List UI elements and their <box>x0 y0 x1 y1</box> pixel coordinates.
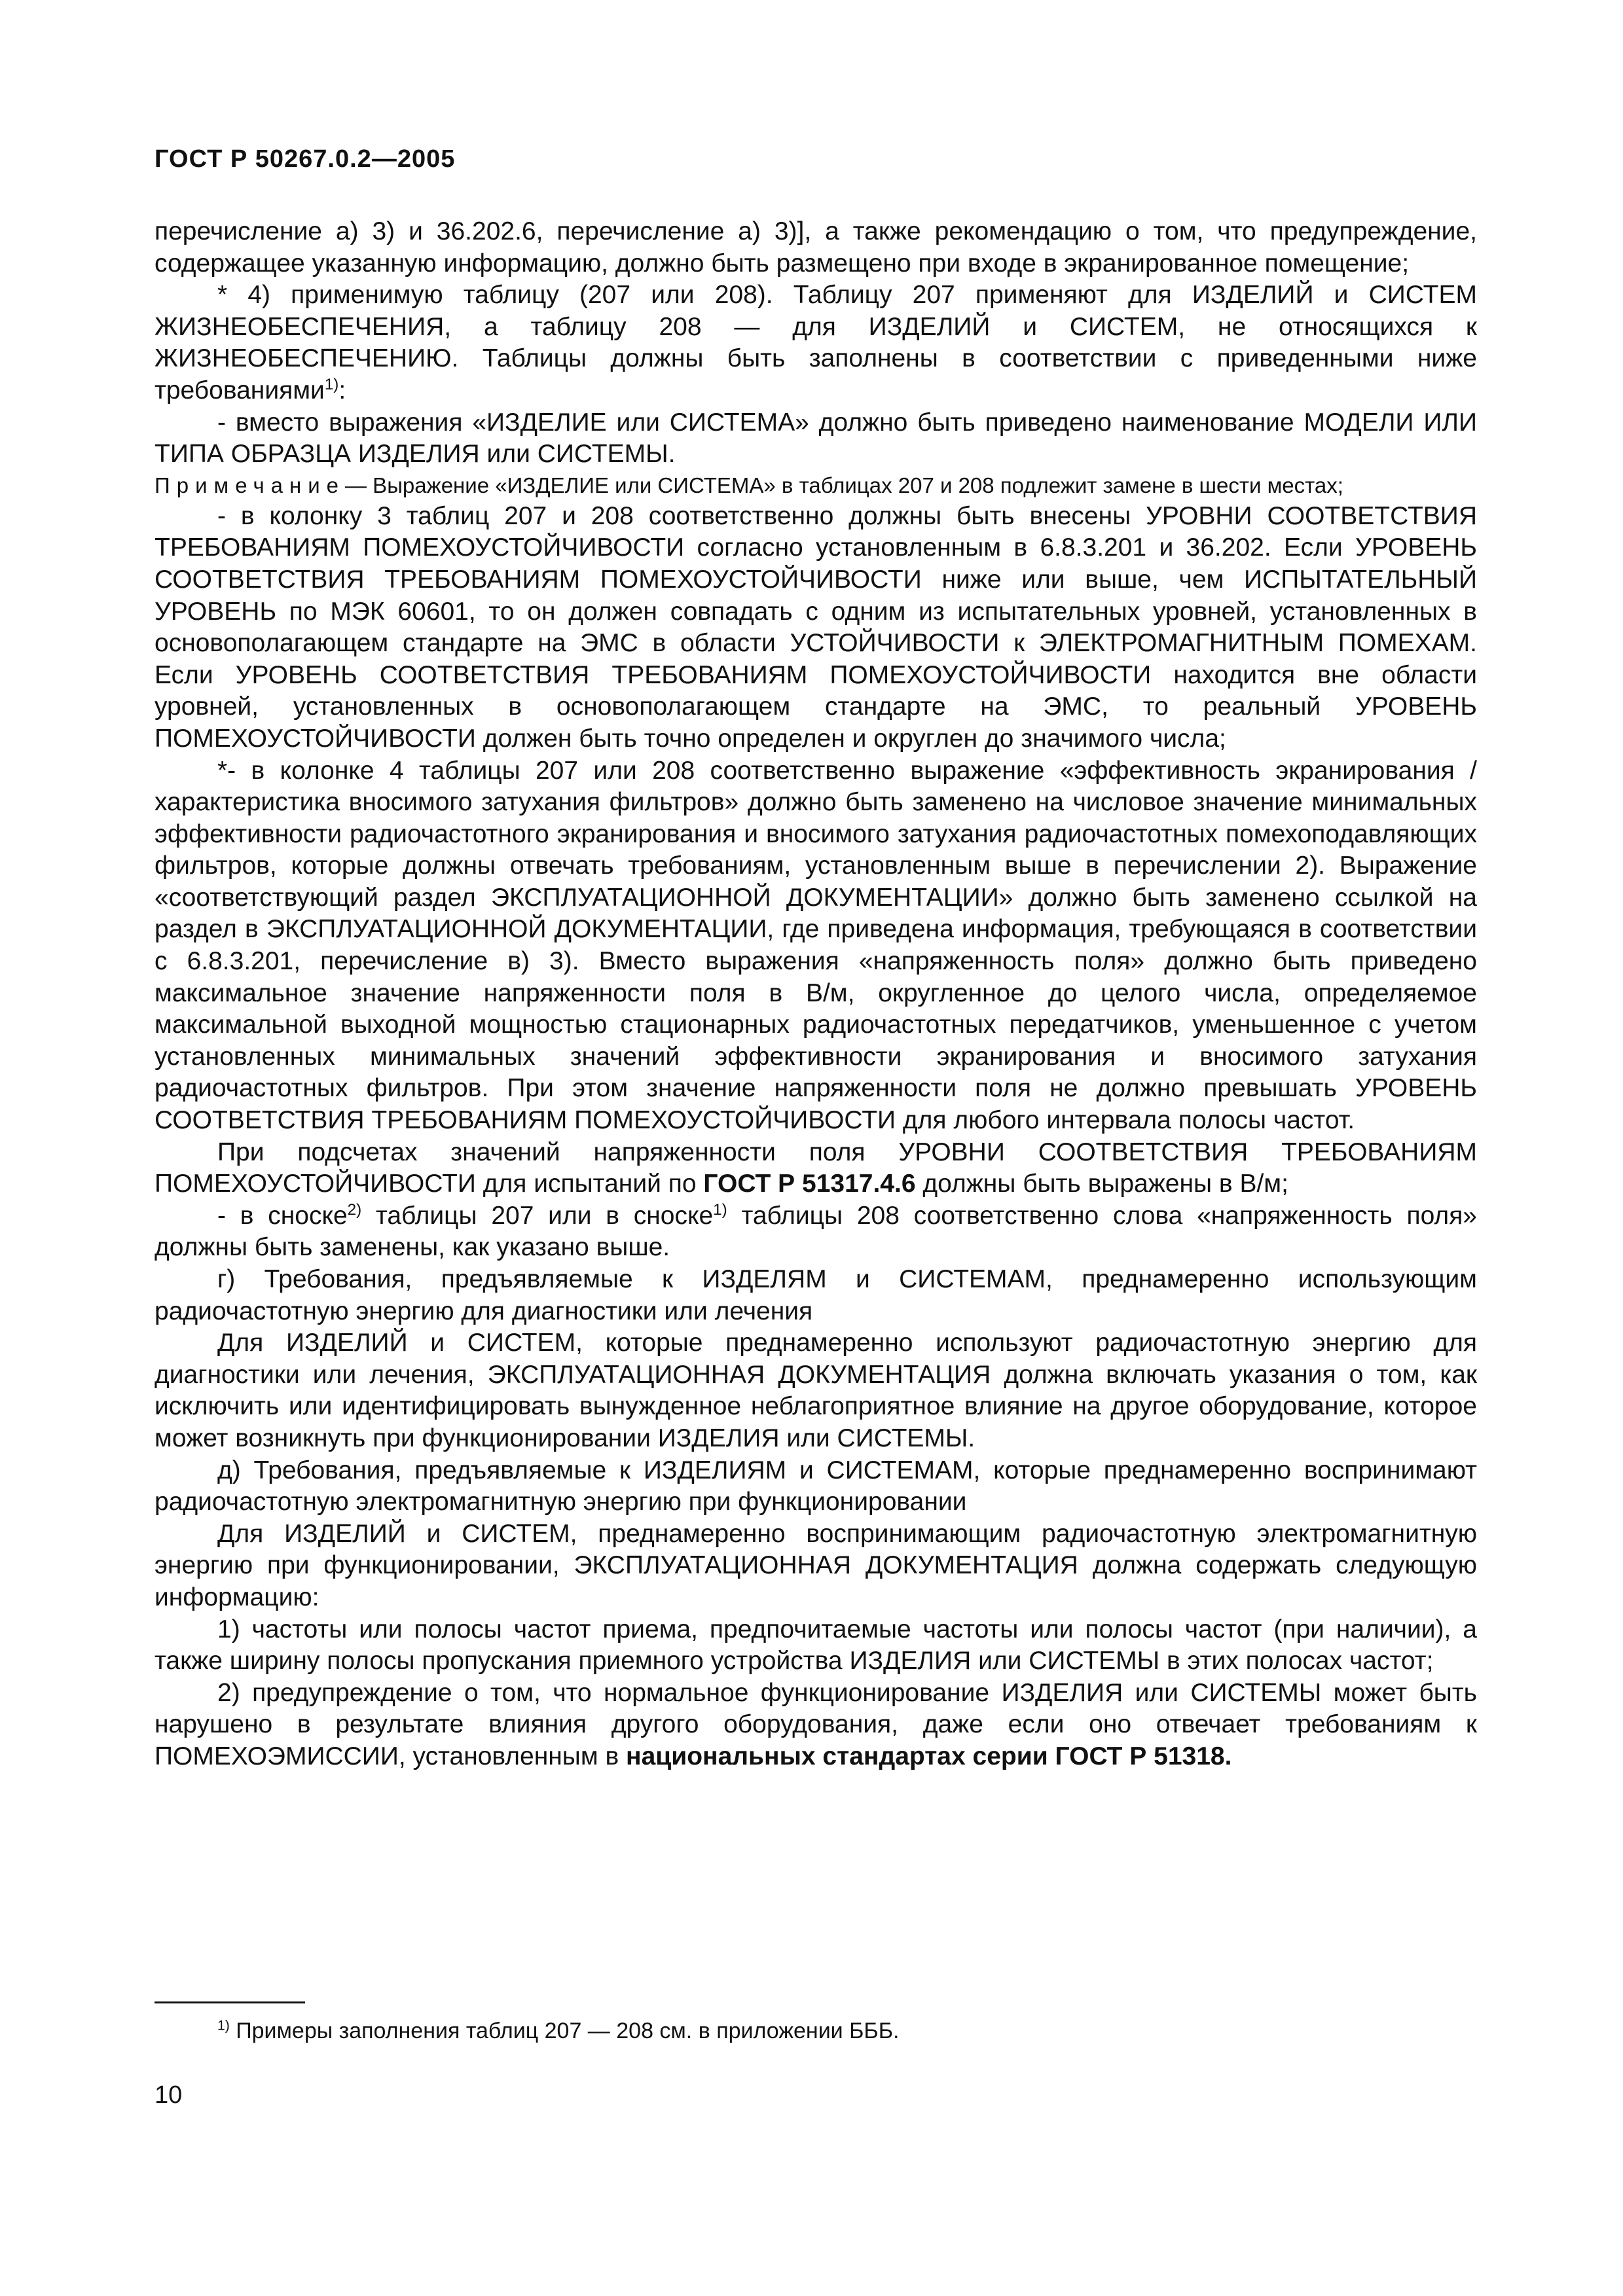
footnote-ref: 1) <box>713 1200 727 1219</box>
paragraph <box>155 1614 1477 1677</box>
paragraph-text: *- в колонке 4 таблицы 207 или 208 соответственно выражение «эффективность экранирования / характеристика вносимого затухания фильтров» должно быть заменено на числовое значение минимальных эффективности радиочастотного экранирования и вносимого затухания радиочастотных помехоподавляющих фильтров, которые должны отвечать требованиям, установленным выше в перечислении 2). Выражение «соответствующий раздел ЭКСПЛУАТАЦИОННОЙ ДОКУМЕНТАЦИИ» должно быть заменено ссылкой на раздел в ЭКСПЛУАТАЦИОННОЙ ДОКУМЕНТАЦИИ, где приведена информация, требующаяся в соответствии с 6.8.3.201, перечисление в) 3). Вместо выражения «напряженность поля» должно быть приведено максимальное значение напряженности поля в В/м, округленное до целого числа, определяемое максимальной выходной мощностью стационарных радиочастотных передатчиков, уменьшенное с учетом установленных минимальных значений эффективности экранирования и вносимого затухания радиочастотных фильтров. При этом значение напряженности поля не должно превышать УРОВЕНЬ СООТВЕТСТВИЯ ТРЕБОВАНИЯМ ПОМЕХОУСТОЙЧИВОСТИ для любого интервала полосы частот. <box>155 756 1477 1135</box>
paragraph-text: перечисление а) 3) и 36.202.6, перечисление а) 3)], а также рекомендацию о том, что предупреждение, содержащее указанную информацию, должно быть размещено при входе в экранированное помещение; <box>155 217 1477 278</box>
paragraph-text: - вместо выражения «ИЗДЕЛИЕ или СИСТЕМА» должно быть приведено наименование МОДЕЛИ ИЛИ ТИПА ОБРАЗЦА ИЗДЕЛИЯ или СИСТЕМЫ. <box>155 408 1477 469</box>
standard-ref: ГОСТ Р 51317.4.6 <box>703 1170 916 1198</box>
paragraph-text: 2) предупреждение о том, что нормальное функционирование ИЗДЕЛИЯ или СИСТЕМЫ может быть нарушено в результате влияния другого оборудования, даже если оно отвечает требованиям к ПОМЕХОЭМИССИИ, установленным в <box>155 1678 1477 1770</box>
paragraph-text: Для ИЗДЕЛИЙ и СИСТЕМ, преднамеренно воспринимающим радиочастотную электромагнитную энергию при функционировании, ЭКСПЛУАТАЦИОННАЯ ДОКУМЕНТАЦИЯ должна содержать следующую информацию: <box>155 1519 1477 1611</box>
footnote-marker: 1) <box>217 2018 230 2034</box>
paragraph <box>155 1264 1477 1327</box>
paragraph <box>155 216 1477 279</box>
paragraph-text: должны быть выражены в В/м; <box>915 1170 1288 1198</box>
document-header: ГОСТ Р 50267.0.2—2005 <box>155 145 456 173</box>
paragraph-text: г) Требования, предъявляемые к ИЗДЕЛЯМ и СИСТЕМАМ, преднамеренно использующим радиочастотную энергию для диагностики или лечения <box>155 1265 1477 1325</box>
footnote-ref: 1) <box>324 375 339 393</box>
paragraph <box>155 1137 1477 1200</box>
paragraph <box>155 1518 1477 1614</box>
paragraph-text: - в сноске <box>217 1201 348 1230</box>
note-text: — Выражение «ИЗДЕЛИЕ или СИСТЕМА» в таблицах 207 и 208 подлежит замене в шести местах; <box>345 473 1343 497</box>
paragraph <box>155 1455 1477 1518</box>
paragraph <box>155 279 1477 406</box>
page-number: 10 <box>155 2081 183 2109</box>
paragraph-text: д) Требования, предъявляемые к ИЗДЕЛИЯМ и СИСТЕМАМ, которые преднамеренно воспринимают радиочастотную электромагнитную энергию при функционировании <box>155 1456 1477 1516</box>
footnote <box>155 2016 1477 2046</box>
paragraph <box>155 1677 1477 1773</box>
paragraph-text: таблицы 208 соответственно слова «напряженность поля» должны быть заменены, как указано выше. <box>155 1201 1477 1262</box>
paragraph <box>155 407 1477 471</box>
paragraph <box>155 1327 1477 1454</box>
paragraph-text: таблицы 207 или в сноске <box>361 1201 714 1230</box>
standard-ref: национальных стандартах серии ГОСТ Р 51318. <box>626 1742 1232 1770</box>
note-label: Примечание <box>155 473 346 497</box>
paragraph <box>155 755 1477 1137</box>
paragraph-text: При подсчетах значений напряженности поля УРОВНИ СООТВЕТСТВИЯ ТРЕБОВАНИЯМ ПОМЕХОУСТОЙЧИВОСТИ для испытаний по <box>155 1138 1477 1198</box>
note <box>155 471 1477 501</box>
footnote-divider <box>155 2001 305 2003</box>
paragraph <box>155 1200 1477 1264</box>
footnote-ref: 2) <box>347 1200 362 1219</box>
paragraph-text: 1) частоты или полосы частот приема, предпочитаемые частоты или полосы частот (при наличии), а также ширину полосы пропускания приемного устройства ИЗДЕЛИЯ или СИСТЕМЫ в этих полосах частот; <box>155 1615 1477 1676</box>
footnote-text: Примеры заполнения таблиц 207 — 208 см. в приложении БББ. <box>229 2018 900 2043</box>
document-body <box>155 216 1477 1773</box>
paragraph-text: - в колонку 3 таблиц 207 и 208 соответственно должны быть внесены УРОВНИ СООТВЕТСТВИЯ ТРЕБОВАНИЯМ ПОМЕХОУСТОЙЧИВОСТИ согласно установленным в 6.8.3.201 и 36.202. Если УРОВЕНЬ СООТВЕТСТВИЯ ТРЕБОВАНИЯМ ПОМЕХОУСТОЙЧИВОСТИ ниже или выше, чем ИСПЫТАТЕЛЬНЫЙ УРОВЕНЬ по МЭК 60601, то он должен совпадать с одним из испытательных уровней, установленных в основополагающем стандарте на ЭМС в области УСТОЙЧИВОСТИ к ЭЛЕКТРОМАГНИТНЫМ ПОМЕХАМ. Если УРОВЕНЬ СООТВЕТСТВИЯ ТРЕБОВАНИЯМ ПОМЕХОУСТОЙЧИВОСТИ находится вне области уровней, установленных в основополагающем стандарте на ЭМС, то реальный УРОВЕНЬ ПОМЕХОУСТОЙЧИВОСТИ должен быть точно определен и округлен до значимого числа; <box>155 501 1477 753</box>
paragraph-text: Для ИЗДЕЛИЙ и СИСТЕМ, которые преднамеренно используют радиочастотную энергию для диагностики или лечения, ЭКСПЛУАТАЦИОННАЯ ДОКУМЕНТАЦИЯ должна включать указания о том, как исключить или идентифицировать вынужденное неблагоприятное влияние на другое оборудование, которое может возникнуть при функционировании ИЗДЕЛИЯ или СИСТЕМЫ. <box>155 1329 1477 1452</box>
paragraph-text: : <box>338 376 346 404</box>
paragraph-text: * 4) применимую таблицу (207 или 208). Таблицу 207 применяют для ИЗДЕЛИЙ и СИСТЕМ ЖИЗНЕОБЕСПЕЧЕНИЯ, а таблицу 208 — для ИЗДЕЛИЙ и СИСТЕМ, не относящихся к ЖИЗНЕОБЕСПЕЧЕНИЮ. Таблицы должны быть заполнены в соответствии с приведенными ниже требованиями <box>155 281 1477 404</box>
paragraph <box>155 501 1477 755</box>
